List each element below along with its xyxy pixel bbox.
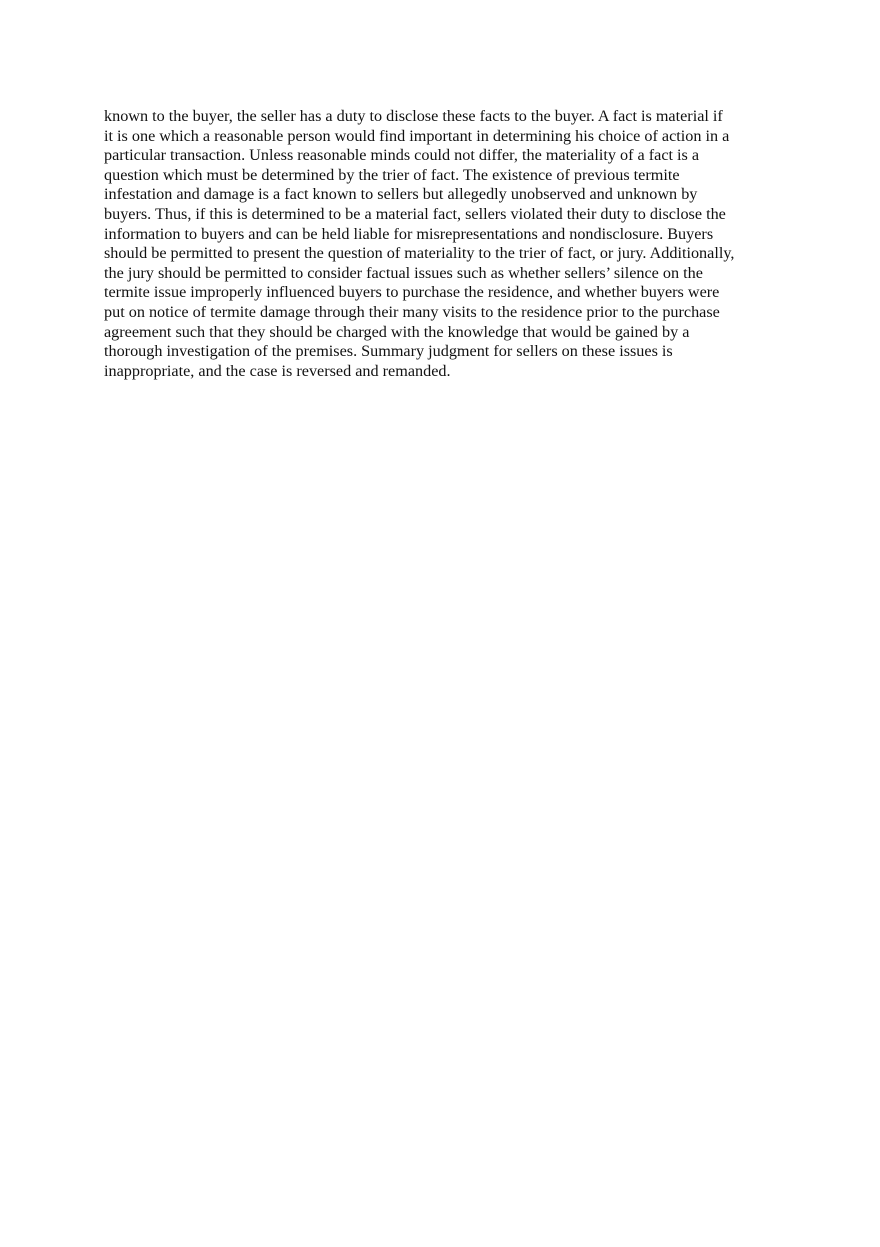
paragraph-line: it is one which a reasonable person would find important in determining his choice of action in a	[104, 126, 730, 145]
paragraph-line: agreement such that they should be charged with the knowledge that would be gained by a	[104, 322, 690, 341]
paragraph-line: information to buyers and can be held liable for misrepresentations and nondisclosure. Buyers	[104, 224, 714, 243]
paragraph-line: should be permitted to present the question of materiality to the trier of fact, or jury. Additionally,	[104, 244, 735, 263]
paragraph-line: termite issue improperly influenced buyers to purchase the residence, and whether buyers were	[104, 283, 720, 302]
body-paragraph	[104, 107, 804, 381]
paragraph-line: infestation and damage is a fact known to sellers but allegedly unobserved and unknown by	[104, 185, 698, 204]
paragraph-line: particular transaction. Unless reasonable minds could not differ, the materiality of a fact is a	[104, 146, 700, 165]
paragraph-line: buyers. Thus, if this is determined to be a material fact, sellers violated their duty to disclose the	[104, 204, 726, 223]
paragraph-line: question which must be determined by the trier of fact. The existence of previous termite	[104, 165, 680, 184]
paragraph-line: the jury should be permitted to consider factual issues such as whether sellers’ silence on the	[104, 263, 703, 282]
paragraph-line: put on notice of termite damage through their many visits to the residence prior to the purchase	[104, 302, 720, 321]
paragraph-line: known to the buyer, the seller has a duty to disclose these facts to the buyer. A fact is material if	[104, 107, 723, 125]
paragraph-line: thorough investigation of the premises. Summary judgment for sellers on these issues is	[104, 342, 673, 361]
paragraph-line: inappropriate, and the case is reversed and remanded.	[104, 361, 451, 380]
